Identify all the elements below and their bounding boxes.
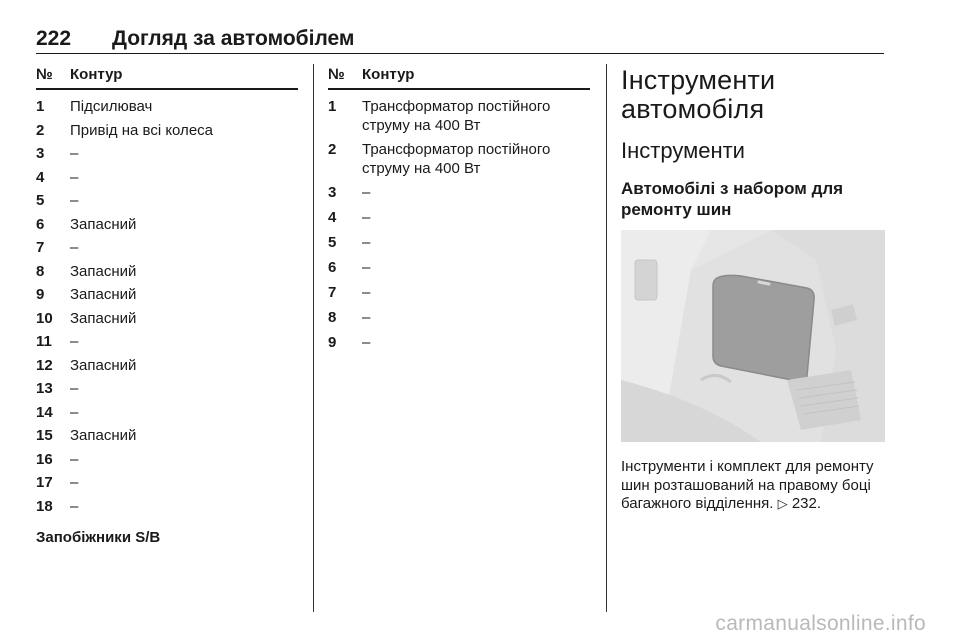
fuse-number: 16 — [36, 450, 53, 468]
table-row — [328, 137, 590, 180]
table-row — [36, 259, 298, 283]
fuse-number: 4 — [328, 209, 337, 226]
column-header-number: № — [328, 66, 345, 83]
fuse-number: 7 — [328, 284, 337, 301]
fuse-circuit: – — [70, 192, 79, 209]
fuse-number: 8 — [328, 309, 337, 326]
caption-page-reference[interactable]: 232. — [791, 495, 822, 512]
fuse-circuit: – — [362, 234, 371, 251]
fuse-circuit: Підсилювач — [70, 98, 153, 115]
fuse-circuit: – — [362, 309, 371, 326]
fuse-circuit: – — [70, 239, 79, 256]
fuse-number: 3 — [36, 145, 45, 162]
fuse-number: 11 — [36, 333, 52, 350]
fuse-number: 5 — [36, 192, 45, 209]
table-header — [328, 64, 590, 90]
fuse-number: 7 — [36, 239, 45, 256]
table-row — [36, 282, 298, 306]
fuse-group-title: Запобіжники S/B — [36, 529, 161, 546]
table-row — [36, 188, 298, 212]
fuse-circuit: Запасний — [70, 262, 137, 280]
fuse-circuit: – — [362, 284, 371, 301]
section-heading: Інструменти автомобіля — [621, 65, 776, 124]
table-row — [36, 235, 298, 259]
table-row — [36, 470, 298, 494]
fuse-circuit: – — [70, 145, 79, 162]
fuse-number: 6 — [36, 215, 45, 233]
table-row — [328, 180, 590, 205]
table-header — [36, 64, 298, 90]
table-row — [36, 494, 298, 518]
column-header-number: № — [36, 66, 53, 83]
fuse-number: 13 — [36, 380, 53, 397]
vehicle-tools-section — [621, 64, 885, 514]
page-title: Догляд за автомобілем — [112, 27, 355, 50]
column-header-circuit: Контур — [70, 66, 123, 83]
fuse-number: 18 — [36, 497, 53, 515]
table-row — [36, 423, 298, 447]
table-row — [328, 305, 590, 330]
table-row — [36, 353, 298, 377]
fuse-number: 15 — [36, 427, 53, 444]
table-row — [36, 118, 298, 142]
table-row — [36, 94, 298, 118]
fuse-number: 9 — [36, 286, 45, 303]
fuse-circuit: Запасний — [70, 286, 137, 303]
fuse-number: 6 — [328, 259, 337, 276]
watermark: carmanualsonline.info — [715, 612, 926, 635]
sub-subsection-heading: Автомобілі з набором для ремонту шин — [621, 179, 844, 219]
table-row — [36, 400, 298, 424]
table-row — [328, 230, 590, 255]
table-row — [36, 329, 298, 353]
fuse-number: 1 — [36, 98, 45, 115]
fuse-circuit: Трансформатор постійного струму на 400 Вт — [362, 141, 551, 177]
table-row — [36, 376, 298, 400]
fuse-circuit: – — [70, 403, 79, 421]
fuse-circuit: – — [70, 168, 79, 186]
page-number: 222 — [36, 27, 72, 50]
caption-text: Інструменти і комплект для ремонту шин розташований на правому боці багажного відділення. — [621, 458, 874, 512]
table-row — [328, 280, 590, 305]
table-row — [36, 212, 298, 236]
fuse-circuit: Запасний — [70, 356, 137, 374]
table-row — [328, 205, 590, 230]
table-row — [328, 330, 590, 355]
table-row — [328, 94, 590, 137]
fuse-number: 10 — [36, 309, 53, 327]
fuse-number: 2 — [36, 121, 45, 139]
fuse-circuit: – — [362, 259, 371, 276]
column-divider — [606, 64, 607, 612]
fuse-circuit: – — [70, 474, 79, 491]
trunk-illustration-svg — [621, 230, 885, 442]
fuse-circuit: – — [70, 380, 79, 397]
fuse-number: 2 — [328, 141, 337, 158]
fuse-circuit: – — [70, 333, 79, 350]
fuse-table-2 — [328, 64, 590, 355]
table-body — [328, 90, 590, 355]
fuse-circuit: Привід на всі колеса — [70, 121, 213, 139]
fuse-circuit: – — [362, 209, 371, 226]
column-divider — [313, 64, 314, 612]
table-body — [36, 90, 298, 517]
page-ref-arrow-icon: ▷ — [777, 496, 788, 511]
fuse-circuit: – — [362, 334, 371, 351]
table-row — [36, 141, 298, 165]
fuse-number: 1 — [328, 98, 337, 115]
header-divider — [36, 53, 884, 54]
fuse-number: 9 — [328, 334, 337, 351]
table-row — [36, 306, 298, 330]
fuse-number: 14 — [36, 403, 53, 421]
table-row — [328, 255, 590, 280]
fuse-number: 8 — [36, 262, 45, 280]
fuse-number: 17 — [36, 474, 53, 491]
column-header-circuit: Контур — [362, 66, 415, 83]
fuse-number: 3 — [328, 184, 337, 201]
fuse-circuit: Трансформатор постійного струму на 400 Вт — [362, 98, 551, 134]
fuse-circuit: – — [362, 184, 371, 201]
trunk-tool-kit-illustration — [621, 230, 885, 442]
table-row — [36, 447, 298, 471]
fuse-circuit: Запасний — [70, 309, 137, 327]
page-header — [36, 26, 886, 52]
fuse-number: 4 — [36, 168, 45, 186]
fuse-table-1 — [36, 64, 298, 546]
fuse-circuit: – — [70, 450, 79, 468]
fuse-number: 5 — [328, 234, 337, 251]
fuse-circuit: Запасний — [70, 215, 137, 233]
table-row — [36, 165, 298, 189]
fuse-number: 12 — [36, 356, 53, 374]
fuse-circuit: – — [70, 497, 79, 515]
illustration-caption — [621, 458, 885, 514]
fuse-circuit: Запасний — [70, 427, 137, 444]
subsection-heading: Інструменти — [621, 138, 745, 163]
